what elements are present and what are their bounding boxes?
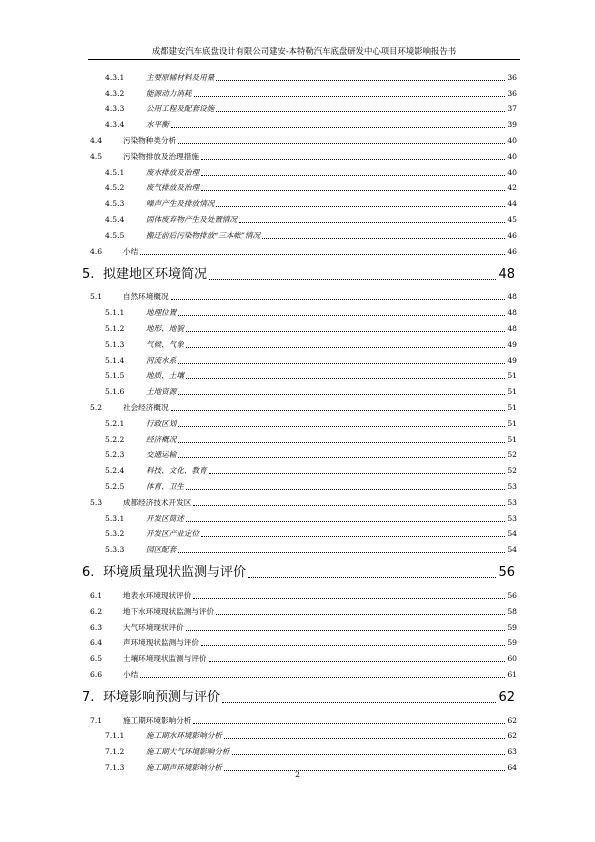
toc-entry-page: 36: [507, 72, 517, 82]
toc-entry[interactable]: [0, 710, 595, 726]
toc-entry-number: 5.1.1: [105, 308, 125, 318]
toc-dot-leader: [193, 505, 505, 506]
toc-entry-page: 51: [507, 387, 517, 397]
toc-dot-leader: [178, 315, 505, 316]
toc-entry-title: 地表水环境现状评价: [123, 590, 192, 600]
toc-entry-page: 46: [507, 246, 517, 256]
toc-entry-title: 施工期大气环境影响分析: [146, 747, 230, 757]
toc-entry-title: 施工期水环境影响分析: [146, 731, 222, 741]
toc-entry-page: 56: [507, 590, 517, 600]
toc-entry-page: 51: [507, 371, 517, 381]
toc-entry-number: 5.1.6: [105, 387, 125, 397]
toc-entry-title: 环境影响预测与评价: [103, 689, 221, 705]
toc-entry-title: 废气排放及治理: [146, 183, 200, 193]
toc-entry-number: 4.3.4: [105, 120, 125, 130]
toc-entry-title: 土地资源: [146, 387, 177, 397]
toc-dot-leader: [201, 175, 505, 176]
toc-entry-title: 成都经济技术开发区: [123, 497, 192, 507]
toc-entry[interactable]: [0, 130, 595, 146]
toc-entry-title: 污染物种类分析: [123, 135, 177, 145]
toc-entry-page: 53: [507, 497, 517, 507]
toc-dot-leader: [186, 347, 505, 348]
toc-entry-title: 开发区简述: [146, 513, 184, 523]
toc-dot-leader: [209, 473, 506, 474]
toc-dot-leader: [186, 378, 505, 379]
toc-dot-leader: [171, 299, 506, 300]
page-number: 2: [295, 770, 300, 779]
toc-entry-number: 4.5.3: [105, 199, 125, 209]
toc-entry-number: 7.: [82, 689, 95, 705]
toc-entry-number: 4.6: [90, 246, 103, 256]
toc-entry-number: 5.1.2: [105, 323, 125, 333]
toc-entry-title: 科技、文化、教育: [146, 466, 207, 476]
toc-entry-number: 6.2: [90, 606, 103, 616]
toc-entry-title: 污染物排放及治理措施: [123, 151, 199, 161]
toc-entry-number: 5.1.4: [105, 355, 125, 365]
toc-entry-title: 开发区产业定位: [146, 529, 200, 539]
toc-entry[interactable]: [0, 193, 595, 209]
toc-entry[interactable]: [0, 162, 595, 178]
toc-entry-title: 小结: [123, 669, 139, 679]
toc-entry-number: 6.6: [90, 669, 103, 679]
toc-entry-title: 自然环境概况: [123, 292, 169, 302]
toc-entry-title: 施工期环境影响分析: [123, 715, 192, 725]
toc-entry[interactable]: [0, 648, 595, 664]
toc-dot-leader: [222, 702, 496, 703]
toc-dot-leader: [186, 331, 505, 332]
toc-entry[interactable]: [0, 99, 595, 115]
toc-dot-leader: [186, 630, 506, 631]
toc-entry-title: 地理位置: [146, 308, 177, 318]
toc-entry-title: 园区配套: [146, 545, 177, 555]
toc-entry-number: 5.3: [90, 497, 103, 507]
toc-entry-number: 5.2.3: [105, 450, 125, 460]
toc-entry-number: 4.5.5: [105, 230, 125, 240]
toc-dot-leader: [178, 442, 505, 443]
toc-entry-title: 公用工程及配套设施: [146, 104, 215, 114]
toc-dot-leader: [178, 143, 505, 144]
toc-entry-page: 49: [507, 339, 517, 349]
header-rule: [88, 59, 520, 60]
toc-entry-page: 52: [507, 450, 517, 460]
toc-entry-number: 7.1.3: [105, 763, 125, 773]
toc-entry-number: 5.2.1: [105, 418, 125, 428]
toc-entry[interactable]: [0, 257, 595, 283]
toc-dot-leader: [171, 127, 506, 128]
toc-entry-page: 63: [507, 747, 517, 757]
toc-entry-title: 体育、卫生: [146, 481, 184, 491]
toc-dot-leader: [216, 111, 505, 112]
toc-entry-page: 59: [507, 638, 517, 648]
toc-dot-leader: [186, 489, 505, 490]
toc-entry-page: 53: [507, 513, 517, 523]
toc-entry-page: 62: [498, 689, 515, 705]
toc-entry-title: 环境质量现状监测与评价: [103, 565, 247, 581]
toc-entry-page: 62: [507, 715, 517, 725]
toc-entry[interactable]: [0, 302, 595, 318]
toc-entry[interactable]: [0, 209, 595, 225]
toc-entry-number: 4.3.1: [105, 72, 125, 82]
toc-entry-page: 39: [507, 120, 517, 130]
toc-entry[interactable]: [0, 680, 595, 706]
toc-dot-leader: [193, 723, 505, 724]
toc-entry-number: 6.5: [90, 654, 103, 664]
toc-entry-page: 54: [507, 529, 517, 539]
toc-dot-leader: [201, 536, 505, 537]
toc-dot-leader: [194, 96, 506, 97]
toc-dot-leader: [140, 677, 505, 678]
toc-entry[interactable]: [0, 555, 595, 581]
toc-dot-leader: [232, 754, 506, 755]
toc-entry-page: 36: [507, 88, 517, 98]
toc-entry-title: 大气环境现状评价: [123, 622, 184, 632]
toc-entry[interactable]: [0, 585, 595, 601]
toc-entry[interactable]: [0, 334, 595, 350]
toc-dot-leader: [178, 363, 505, 364]
toc-entry-page: 54: [507, 545, 517, 555]
toc-entry-number: 7.1.1: [105, 731, 125, 741]
toc-entry-page: 64: [507, 763, 517, 773]
toc-entry-page: 48: [498, 266, 515, 282]
toc-entry-page: 58: [507, 606, 517, 616]
toc-entry-number: 5.2: [90, 402, 103, 412]
toc-entry-title: 施工期声环境影响分析: [146, 763, 222, 773]
toc-dot-leader: [209, 661, 506, 662]
toc-entry[interactable]: [0, 397, 595, 413]
toc-entry-page: 53: [507, 481, 517, 491]
toc-entry[interactable]: [0, 617, 595, 633]
toc-dot-leader: [171, 410, 506, 411]
toc-entry-page: 48: [507, 323, 517, 333]
toc-entry[interactable]: [0, 114, 595, 130]
toc-entry-number: 5.2.2: [105, 434, 125, 444]
toc-entry[interactable]: [0, 601, 595, 617]
toc-entry-page: 49: [507, 355, 517, 365]
toc-entry-title: 水平衡: [146, 120, 169, 130]
toc-entry-page: 59: [507, 622, 517, 632]
toc-entry-title: 交通运输: [146, 450, 177, 460]
toc-entry-number: 4.4: [90, 135, 103, 145]
toc-entry[interactable]: [0, 492, 595, 508]
toc-entry-page: 40: [507, 167, 517, 177]
toc-dot-leader: [201, 190, 505, 191]
toc-entry-title: 社会经济概况: [123, 402, 169, 412]
toc-entry-number: 7.1.2: [105, 747, 125, 757]
toc-entry-page: 40: [507, 135, 517, 145]
toc-entry-title: 拟建地区环境简况: [103, 266, 208, 282]
toc-entry[interactable]: [0, 146, 595, 162]
toc-entry-title: 废水排放及治理: [146, 167, 200, 177]
toc-entry-title: 地下水环境现状监测与评价: [123, 606, 215, 616]
toc-dot-leader: [239, 222, 505, 223]
toc-entry-page: 56: [498, 565, 515, 581]
toc-entry-number: 5.2.5: [105, 481, 125, 491]
toc-entry-title: 地形、地貌: [146, 323, 184, 333]
toc-entry-number: 7.1: [90, 715, 103, 725]
toc-entry-number: 5.3.1: [105, 513, 125, 523]
toc-entry-title: 能源动力消耗: [146, 88, 192, 98]
toc-entry-number: 4.5.2: [105, 183, 125, 193]
toc-entry-page: 48: [507, 308, 517, 318]
toc-entry[interactable]: [0, 476, 595, 492]
toc-entry[interactable]: [0, 318, 595, 334]
toc-entry[interactable]: [0, 83, 595, 99]
toc-dot-leader: [178, 552, 505, 553]
toc-dot-leader: [201, 159, 505, 160]
toc-entry-title: 土壤环境现状监测与评价: [123, 654, 207, 664]
toc-dot-leader: [178, 457, 505, 458]
toc-entry[interactable]: [0, 350, 595, 366]
toc-entry[interactable]: [0, 726, 595, 742]
toc-entry-number: 4.3.3: [105, 104, 125, 114]
toc-entry-number: 5.1.3: [105, 339, 125, 349]
toc-entry-title: 噪声产生及排放情况: [146, 199, 215, 209]
toc-entry-page: 61: [507, 669, 517, 679]
toc-entry-title: 小结: [123, 246, 139, 256]
toc-entry-number: 4.5.4: [105, 214, 125, 224]
toc-entry-title: 河流水系: [146, 355, 177, 365]
toc-entry-title: 主要原辅材料及用量: [146, 72, 215, 82]
toc-entry[interactable]: [0, 225, 595, 241]
toc-entry-number: 5.2.4: [105, 466, 125, 476]
toc-entry-number: 5.3.2: [105, 529, 125, 539]
toc-entry-number: 4.3.2: [105, 88, 125, 98]
toc-entry-page: 45: [507, 214, 517, 224]
toc-entry[interactable]: [0, 460, 595, 476]
toc-entry[interactable]: [0, 633, 595, 649]
toc-entry[interactable]: [0, 381, 595, 397]
toc-entry-number: 4.5.1: [105, 167, 125, 177]
toc-entry[interactable]: [0, 741, 595, 757]
toc-entry-number: 6.1: [90, 590, 103, 600]
toc-dot-leader: [248, 577, 496, 578]
toc-entry[interactable]: [0, 445, 595, 461]
toc-dot-leader: [216, 614, 505, 615]
toc-entry-page: 51: [507, 418, 517, 428]
toc-entry-page: 40: [507, 151, 517, 161]
toc-dot-leader: [178, 394, 505, 395]
toc-dot-leader: [224, 738, 505, 739]
toc-dot-leader: [186, 521, 505, 522]
toc-entry-number: 6.4: [90, 638, 103, 648]
toc-entry-page: 51: [507, 402, 517, 412]
toc-entry-page: 42: [507, 183, 517, 193]
toc-dot-leader: [209, 279, 496, 280]
toc-entry-page: 52: [507, 466, 517, 476]
toc-entry[interactable]: [0, 429, 595, 445]
toc-dot-leader: [201, 645, 505, 646]
toc-entry-number: 5.3.3: [105, 545, 125, 555]
table-of-contents: [0, 67, 595, 773]
toc-entry-page: 62: [507, 731, 517, 741]
toc-entry[interactable]: [0, 178, 595, 194]
toc-dot-leader: [262, 238, 505, 239]
toc-entry-title: 气候、气象: [146, 339, 184, 349]
toc-entry[interactable]: [0, 664, 595, 680]
running-header: 成都建安汽车底盘设计有限公司建安-本特勒汽车底盘研发中心项目环境影响报告书: [151, 46, 457, 56]
toc-entry-number: 5.1: [90, 292, 103, 302]
toc-entry-number: 5.: [82, 266, 95, 282]
toc-entry[interactable]: [0, 539, 595, 555]
toc-entry-number: 5.1.5: [105, 371, 125, 381]
toc-entry[interactable]: [0, 413, 595, 429]
toc-entry-page: 46: [507, 230, 517, 240]
toc-entry[interactable]: [0, 524, 595, 540]
toc-entry-number: 6.: [82, 565, 95, 581]
toc-entry-page: 37: [507, 104, 517, 114]
toc-entry[interactable]: [0, 508, 595, 524]
toc-entry-number: 4.5: [90, 151, 103, 161]
toc-dot-leader: [216, 80, 505, 81]
toc-entry-page: 51: [507, 434, 517, 444]
toc-entry-title: 搬迁前后污染物排放“三本帐”情况: [146, 230, 261, 240]
toc-entry[interactable]: [0, 287, 595, 303]
toc-entry-page: 48: [507, 292, 517, 302]
toc-entry-page: 44: [507, 199, 517, 209]
toc-dot-leader: [140, 254, 505, 255]
toc-entry-title: 地质、土壤: [146, 371, 184, 381]
toc-entry-title: 行政区划: [146, 418, 177, 428]
toc-entry[interactable]: [0, 366, 595, 382]
toc-entry-title: 声环境现状监测与评价: [123, 638, 199, 648]
toc-entry-number: 6.3: [90, 622, 103, 632]
toc-entry-title: 固体废弃物产生及处置情况: [146, 214, 238, 224]
toc-dot-leader: [216, 206, 505, 207]
toc-entry[interactable]: [0, 67, 595, 83]
toc-entry[interactable]: [0, 241, 595, 257]
toc-entry-page: 60: [507, 654, 517, 664]
toc-entry-title: 经济概况: [146, 434, 177, 444]
toc-dot-leader: [193, 598, 505, 599]
toc-dot-leader: [178, 426, 505, 427]
